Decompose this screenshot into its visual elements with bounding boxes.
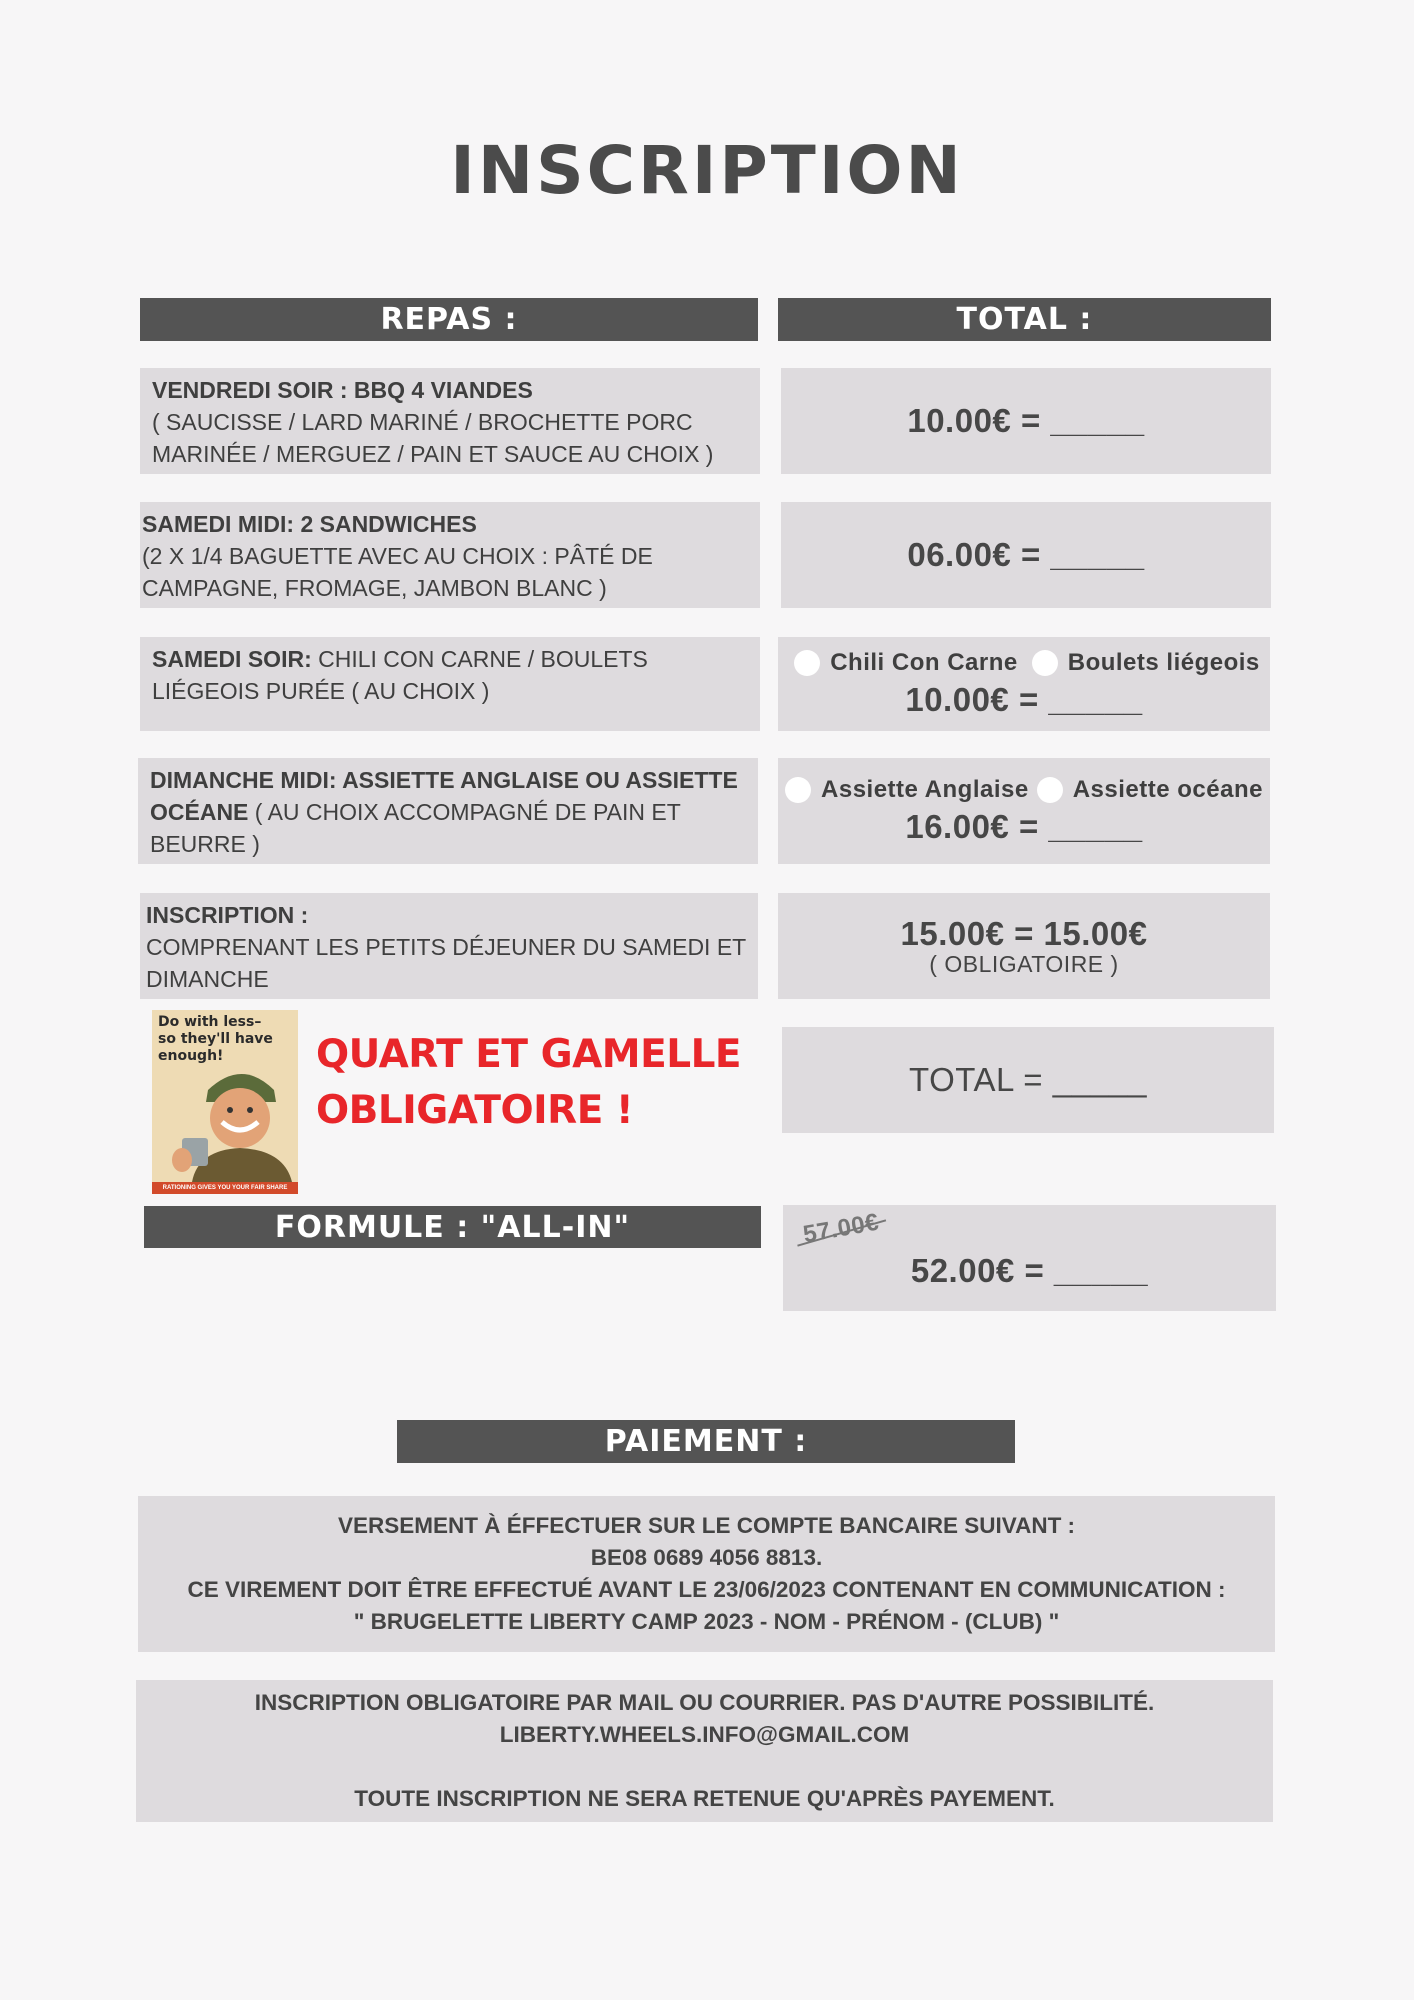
meal-description: COMPRENANT LES PETITS DÉJEUNER DU SAMEDI ET DIMANCHE	[146, 934, 746, 992]
price-line: 16.00€ = _____	[905, 808, 1143, 845]
price-inscription	[778, 893, 1270, 999]
repas-header: REPAS :	[140, 298, 758, 341]
option-label: Chili Con Carne	[830, 649, 1018, 676]
payment-communication: " BRUGELETTE LIBERTY CAMP 2023 - NOM - PRÉNOM - (CLUB) "	[353, 1609, 1060, 1634]
meal-saturday-dinner	[140, 637, 760, 731]
payment-info	[138, 1496, 1275, 1652]
warning-line: QUART ET GAMELLE	[316, 1032, 742, 1077]
meal-title: VENDREDI SOIR : BBQ 4 VIANDES	[152, 377, 533, 403]
inscription-line: TOUTE INSCRIPTION NE SERA RETENUE QU'APRÈS PAYEMENT.	[354, 1786, 1055, 1811]
ration-poster-image	[152, 1010, 298, 1194]
option-label: Boulets liégeois	[1067, 649, 1260, 676]
old-price: 57.00€	[801, 1208, 882, 1249]
meal-sunday-lunch	[138, 758, 758, 864]
choice-options	[785, 776, 1263, 804]
price-sunday-lunch	[778, 758, 1270, 864]
meal-saturday-lunch	[140, 502, 760, 608]
paiement-header: PAIEMENT :	[397, 1420, 1015, 1463]
meal-friday-dinner	[140, 368, 760, 474]
mandatory-note: ( OBLIGATOIRE )	[929, 950, 1119, 977]
meal-title: SAMEDI MIDI: 2 SANDWICHES	[142, 511, 477, 537]
price-friday-dinner	[781, 368, 1271, 474]
payment-line: CE VIREMENT DOIT ÊTRE EFFECTUÉ AVANT LE 23/06/2023 CONTENANT EN COMMUNICATION :	[187, 1577, 1226, 1602]
radio-anglaise[interactable]	[785, 777, 811, 803]
price-saturday-dinner	[778, 637, 1270, 731]
meal-description: (2 X 1/4 BAGUETTE AVEC AU CHOIX : PÂTÉ DE CAMPAGNE, FROMAGE, JAMBON BLANC )	[142, 543, 653, 601]
page-title: INSCRIPTION	[450, 132, 964, 209]
formule-header: FORMULE : "ALL-IN"	[144, 1206, 761, 1248]
price-line: 10.00€ = _____	[907, 402, 1145, 439]
grand-total-line: TOTAL = _____	[909, 1061, 1147, 1098]
choice-options	[788, 649, 1260, 677]
price-saturday-lunch	[781, 502, 1271, 608]
poster-slogan-line: so they'll have	[158, 1031, 273, 1047]
price-line: 52.00€ = _____	[910, 1252, 1149, 1289]
poster-slogan-line: Do with less–	[158, 1014, 262, 1030]
price-line: 10.00€ = _____	[905, 681, 1143, 718]
meal-inscription	[140, 893, 758, 999]
radio-oceane[interactable]	[1037, 777, 1063, 803]
warning-line: OBLIGATOIRE !	[316, 1088, 634, 1133]
poster-slogan	[158, 1014, 273, 1065]
inscription-info	[136, 1680, 1273, 1822]
meal-title: DIMANCHE MIDI: ASSIETTE ANGLAISE OU ASSIETTE OCÉANE	[150, 767, 738, 825]
option-label: Assiette Anglaise	[821, 776, 1029, 803]
grand-total-box	[782, 1027, 1274, 1133]
bank-account: BE08 0689 4056 8813.	[590, 1545, 823, 1570]
price-line: 06.00€ = _____	[907, 536, 1145, 573]
radio-chili[interactable]	[794, 650, 820, 676]
meal-description: ( SAUCISSE / LARD MARINÉ / BROCHETTE PORC MARINÉE / MERGUEZ / PAIN ET SAUCE AU CHOIX )	[152, 409, 714, 467]
poster-footer: RATIONING GIVES YOU YOUR FAIR SHARE	[162, 1185, 288, 1191]
formule-price-box	[783, 1205, 1276, 1311]
meal-description: CHILI CON CARNE / BOULETS LIÉGEOIS PURÉE ( AU CHOIX )	[152, 646, 648, 704]
mandatory-warning	[316, 1027, 741, 1139]
price-line: 15.00€ = 15.00€	[900, 914, 1148, 952]
meal-title: INSCRIPTION :	[146, 902, 309, 928]
inscription-line: INSCRIPTION OBLIGATOIRE PAR MAIL OU COURRIER. PAS D'AUTRE POSSIBILITÉ.	[254, 1690, 1155, 1715]
contact-email: LIBERTY.WHEELS.INFO@GMAIL.COM	[499, 1722, 910, 1747]
radio-boulets[interactable]	[1032, 650, 1058, 676]
total-header: TOTAL :	[778, 298, 1271, 341]
meal-title: SAMEDI SOIR:	[152, 646, 312, 672]
option-label: Assiette océane	[1072, 776, 1263, 803]
payment-line: VERSEMENT À ÉFFECTUER SUR LE COMPTE BANCAIRE SUIVANT :	[337, 1513, 1076, 1538]
meal-description: ( AU CHOIX ACCOMPAGNÉ DE PAIN ET BEURRE )	[150, 799, 681, 857]
poster-slogan-line: enough!	[158, 1048, 224, 1064]
